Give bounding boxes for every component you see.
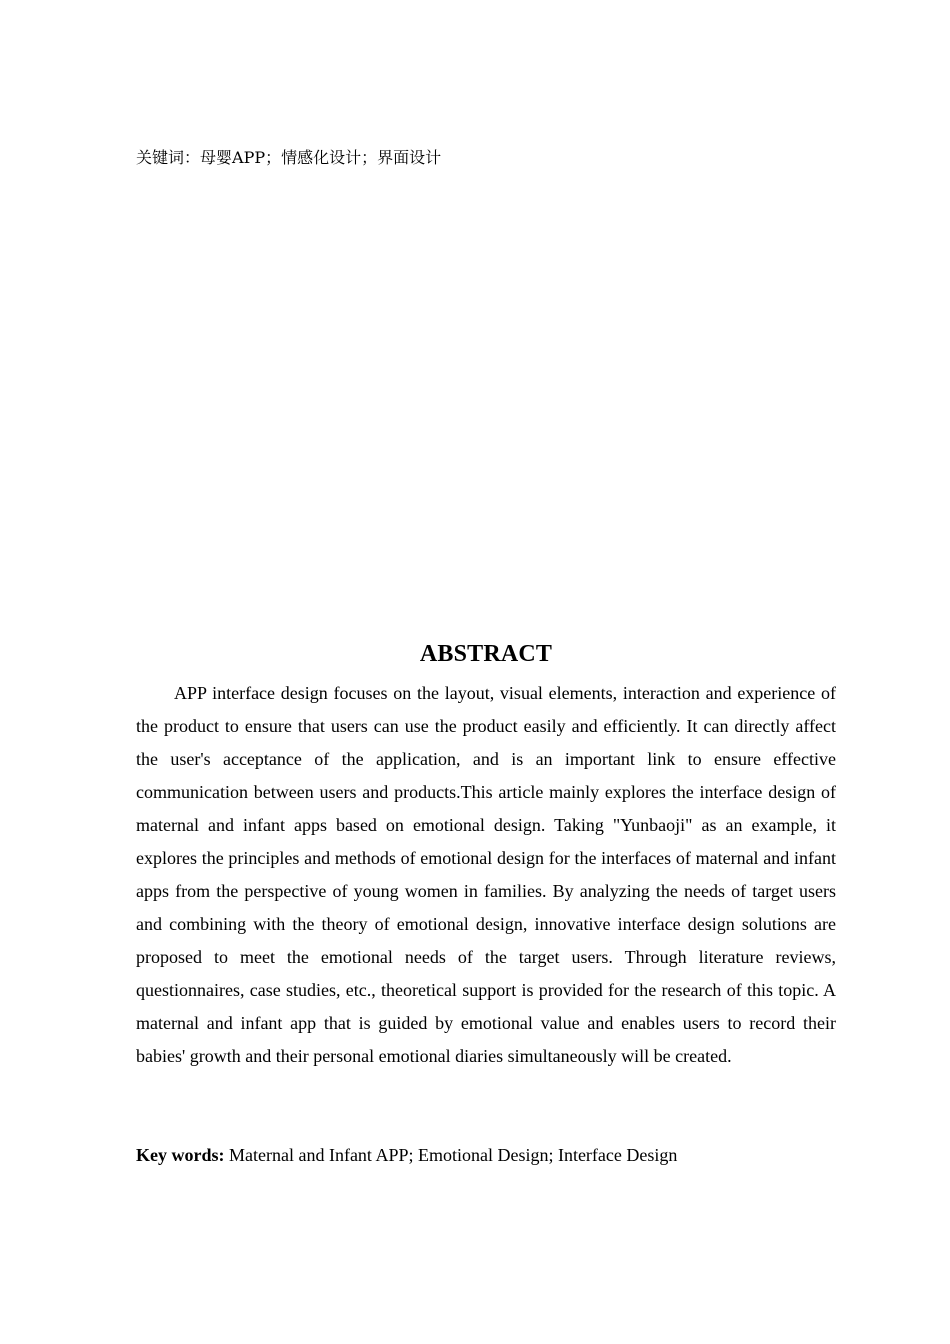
chinese-keywords (136, 146, 836, 170)
english-keywords-terms: Maternal and Infant APP; Emotional Design; Interface Design (229, 1145, 678, 1165)
english-keywords (136, 1140, 836, 1170)
chinese-keywords-terms: 母婴APP；情感化设计；界面设计 (200, 148, 442, 167)
abstract-heading: ABSTRACT (419, 641, 553, 667)
chinese-keywords-label: 关键词： (136, 148, 201, 167)
english-keywords-label: Key words: (136, 1145, 225, 1165)
abstract-paragraph: APP interface design focuses on the layout, visual elements, interaction and experience of the product to ensure that users can use the product easily and efficiently. It can directly affect the user's acceptance of the application, and is an important link to ensure effective communication between users and products.This article mainly explores the interface design of maternal and infant apps based on emotional design. Taking "Yunbaoji" as an example, it explores the principles and methods of emotional design for the interfaces of maternal and infant apps from the perspective of young women in families. By analyzing the needs of target users and combining with the theory of emotional design, innovative interface design solutions are proposed to meet the emotional needs of the target users. Through literature reviews, questionnaires, case studies, etc., theoretical support is provided for the research of this topic. A maternal and infant app that is guided by emotional value and enables users to record their babies' growth and their personal emotional diaries simultaneously will be created. (136, 683, 836, 1066)
